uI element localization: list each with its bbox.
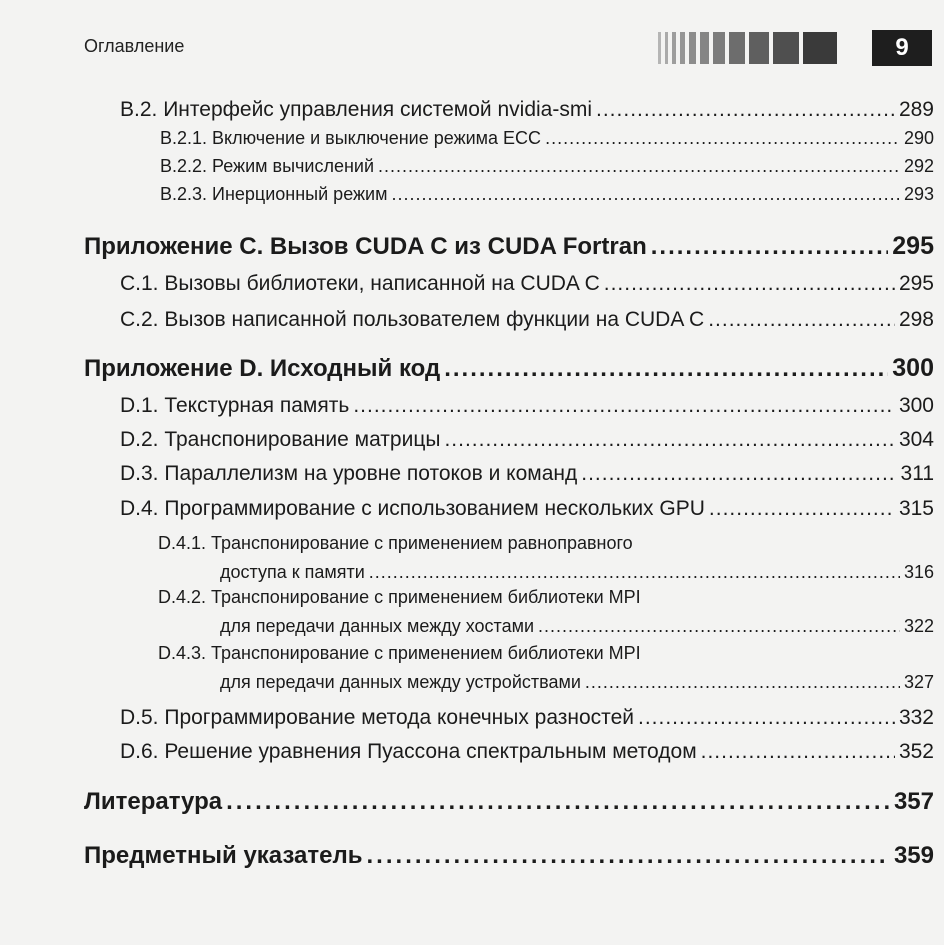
toc-entry-d42 xyxy=(220,616,934,637)
leader-dots xyxy=(444,355,888,383)
toc-entry-b22 xyxy=(160,156,934,177)
toc-page: 300 xyxy=(892,354,934,382)
toc-label: D.5. Программирование метода конечных разностей xyxy=(120,706,634,729)
toc-page: 298 xyxy=(898,308,934,331)
leader-dots xyxy=(581,462,896,486)
toc-entry-b21 xyxy=(160,128,934,149)
toc-label: Приложение D. Исходный код xyxy=(84,355,441,382)
toc-page: 322 xyxy=(903,616,934,636)
toc-entry-b2 xyxy=(120,98,934,122)
toc-page: 304 xyxy=(898,428,934,451)
toc-entry-d4 xyxy=(120,497,934,521)
leader-dots xyxy=(708,308,895,332)
toc-page: 352 xyxy=(898,740,934,763)
leader-dots xyxy=(538,616,900,637)
running-title: Оглавление xyxy=(84,36,185,56)
toc-label: D.1. Текстурная память xyxy=(120,394,350,417)
toc-entry-literature xyxy=(84,788,934,816)
toc-label: Приложение С. Вызов CUDA C из CUDA Fortran xyxy=(84,233,647,260)
toc-entry-appendix-c xyxy=(84,232,934,261)
toc-label: D.2. Транспонирование матрицы xyxy=(120,428,441,451)
leader-dots xyxy=(604,272,895,296)
toc-entry-c1 xyxy=(120,272,934,296)
toc-entry-d1 xyxy=(120,394,934,418)
toc-entry-d43 xyxy=(220,672,934,693)
leader-dots xyxy=(701,740,895,764)
toc-label: B.2.2. Режим вычислений xyxy=(160,156,375,176)
toc-label: для передачи данных между устройствами xyxy=(220,672,581,692)
leader-dots xyxy=(226,788,890,816)
toc-entry-d5 xyxy=(120,706,934,730)
toc-entry-d6 xyxy=(120,740,934,764)
toc-label: С.2. Вызов написанной пользователем функции на CUDA C xyxy=(120,308,705,331)
toc-page: 316 xyxy=(903,562,934,582)
leader-dots xyxy=(651,233,889,261)
toc-entry-c2 xyxy=(120,308,934,332)
toc-page: 300 xyxy=(898,394,934,417)
toc-page: 311 xyxy=(900,462,934,485)
toc-label: B.2.1. Включение и выключение режима ECC xyxy=(160,128,542,148)
toc-entry-d3 xyxy=(120,462,934,486)
toc-entry-d43-line1: D.4.3. Транспонирование с применением библиотеки MPI xyxy=(158,643,641,663)
toc-page: 290 xyxy=(903,128,934,148)
toc-label: B.2.3. Инерционный режим xyxy=(160,184,388,204)
leader-dots xyxy=(709,497,895,521)
toc-label: D.3. Параллелизм на уровне потоков и команд xyxy=(120,462,578,485)
toc-entry-d2 xyxy=(120,428,934,452)
toc-entry-b23 xyxy=(160,184,934,205)
leader-dots xyxy=(585,672,900,693)
toc-label: Литература xyxy=(84,788,223,815)
toc-label: D.6. Решение уравнения Пуассона спектральным методом xyxy=(120,740,697,763)
toc-page: 359 xyxy=(893,842,934,869)
toc-entry-d41 xyxy=(220,562,934,583)
toc-label: доступа к памяти xyxy=(220,562,365,582)
toc-page: 315 xyxy=(898,497,934,520)
toc-page: 289 xyxy=(898,98,934,121)
decorative-stripes xyxy=(658,32,837,64)
leader-dots xyxy=(353,394,895,418)
leader-dots xyxy=(367,842,890,870)
toc-label: для передачи данных между хостами xyxy=(220,616,535,636)
toc-page: 293 xyxy=(903,184,934,204)
leader-dots xyxy=(638,706,895,730)
toc-label: Предметный указатель xyxy=(84,842,363,869)
toc-page: 332 xyxy=(898,706,934,729)
toc-entry-d41-line1: D.4.1. Транспонирование с применением равноправного xyxy=(158,533,633,553)
toc-label: D.4. Программирование с использованием нескольких GPU xyxy=(120,497,705,520)
toc-label: С.1. Вызовы библиотеки, написанной на CUDA C xyxy=(120,272,600,295)
leader-dots xyxy=(444,428,895,452)
toc-page: 295 xyxy=(898,272,934,295)
toc-entry-d42-line1: D.4.2. Транспонирование с применением библиотеки MPI xyxy=(158,587,641,607)
toc-entry-index xyxy=(84,842,934,870)
page-header xyxy=(0,0,944,70)
toc-entry-appendix-d xyxy=(84,354,934,383)
page-number-badge: 9 xyxy=(872,30,932,66)
leader-dots xyxy=(391,184,899,205)
leader-dots xyxy=(378,156,900,177)
toc-label: B.2. Интерфейс управления системой nvidia-smi xyxy=(120,98,593,121)
leader-dots xyxy=(545,128,900,149)
leader-dots xyxy=(369,562,900,583)
toc-page: 292 xyxy=(903,156,934,176)
leader-dots xyxy=(596,98,895,122)
toc-page: 295 xyxy=(892,232,934,260)
toc-page: 357 xyxy=(893,788,934,815)
toc-page: 327 xyxy=(903,672,934,692)
